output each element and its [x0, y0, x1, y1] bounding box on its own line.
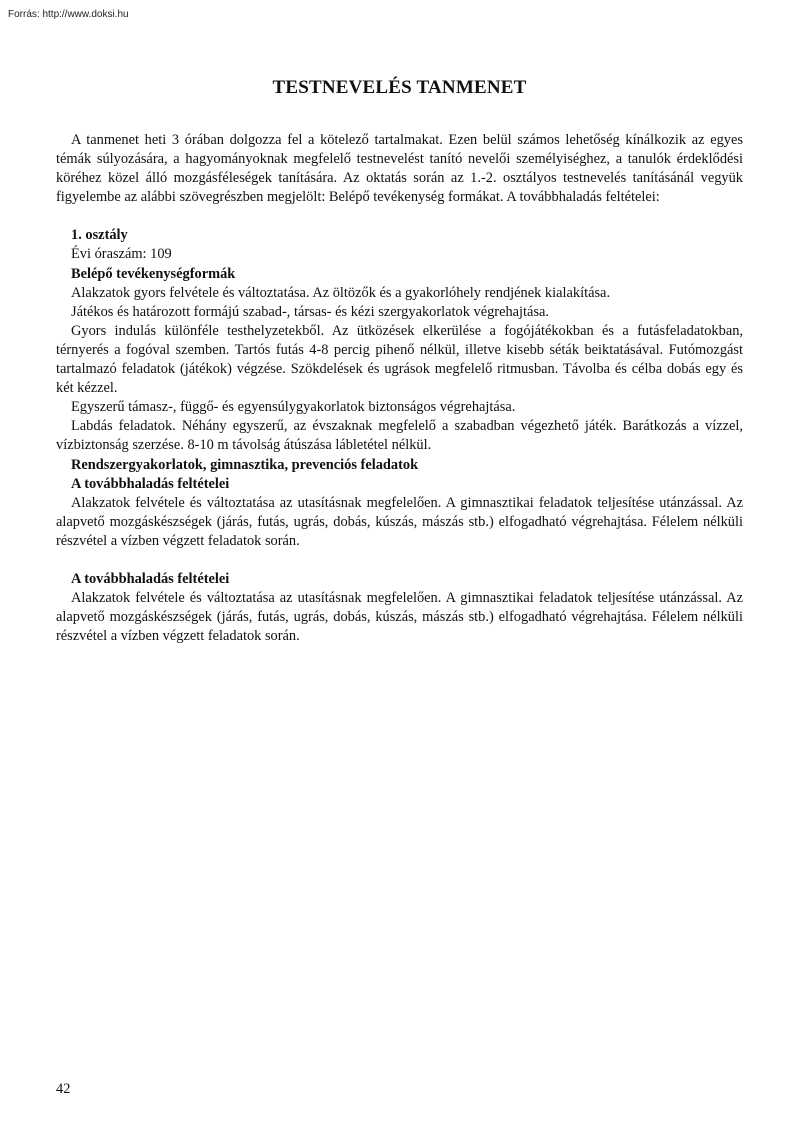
spacer	[56, 207, 743, 226]
activity-item: Alakzatok gyors felvétele és változtatása. Az öltözők és a gyakorlóhely rendjének kialakítása.	[71, 284, 611, 301]
exercises-heading: Rendszergyakorlatok, gimnasztika, prevenciós feladatok	[71, 456, 419, 473]
activities-heading: Belépő tevékenységformák	[71, 265, 236, 282]
activity-item: Labdás feladatok. Néhány egyszerű, az évszaknak megfelelő a szabadban végezhető játék. Barátkozás a vízzel, vízbiztonság szerzése. 8-10 m távolság átúszása lábletétel nélkül.	[56, 418, 743, 454]
activity-item: Gyors indulás különféle testhelyzetekből. Az ütközések elkerülése a fogójátékokban és a futásfeladatokban, térnyerés a fogóval szemben. Tartós futás 4-8 percig pihenő nélkül, illetve kisebb séták beiktatásával. Futómozgást tartalmazó feladatok (játékok) végzése. Szökdelések és ugrások megfelelő ritmusban. Távolba és célba dobás egy és két kézzel.	[56, 322, 743, 397]
spacer	[56, 551, 743, 570]
progress-text: Alakzatok felvétele és változtatása az utasításnak megfelelően. A gimnasztikai feladatok teljesítése utánzással. Az alapvető mozgáskészségek (járás, futás, ugrás, dobás, kúszás, mászás stb.) elfogadható végrehajtása. Félelem nélküli részvétel a vízben végzett feladatok során.	[56, 494, 743, 549]
second-progress-heading: A továbbhaladás feltételei	[71, 570, 230, 587]
intro-paragraph: A tanmenet heti 3 órában dolgozza fel a kötelező tartalmakat. Ezen belül számos lehetőség kínálkozik az egyes témák súlyozására, a hagyományoknak megfelelő testnevelést tanító nevelői személyiséghez, a tanulók érdeklődési köréhez közel álló mozgásféleségek tanítására. Az oktatás során az 1.-2. osztályos testnevelés tanításánál vegyük figyelembe az alábbi szövegrészben megjelölt: Belépő tevékenység formákat. A továbbhaladás feltételei:	[56, 132, 743, 206]
document-title: TESTNEVELÉS TANMENET	[272, 77, 527, 98]
document-body	[56, 131, 743, 646]
page-number: 42	[56, 1081, 71, 1097]
annual-hours: Évi óraszám: 109	[71, 246, 172, 263]
source-label: Forrás: http://www.doksi.hu	[8, 9, 129, 20]
class-heading: 1. osztály	[71, 227, 128, 244]
activity-item: Egyszerű támasz-, függő- és egyensúlygyakorlatok biztonságos végrehajtása.	[71, 399, 516, 416]
progress-heading: A továbbhaladás feltételei	[71, 475, 230, 492]
activity-item: Játékos és határozott formájú szabad-, társas- és kézi szergyakorlatok végrehajtása.	[71, 303, 550, 320]
second-progress-text: Alakzatok felvétele és változtatása az utasításnak megfelelően. A gimnasztikai feladatok teljesítése utánzással. Az alapvető mozgáskészségek (járás, futás, ugrás, dobás, kúszás, mászás stb.) elfogadható végrehajtása. Félelem nélküli részvétel a vízben végzett feladatok során.	[56, 590, 743, 645]
